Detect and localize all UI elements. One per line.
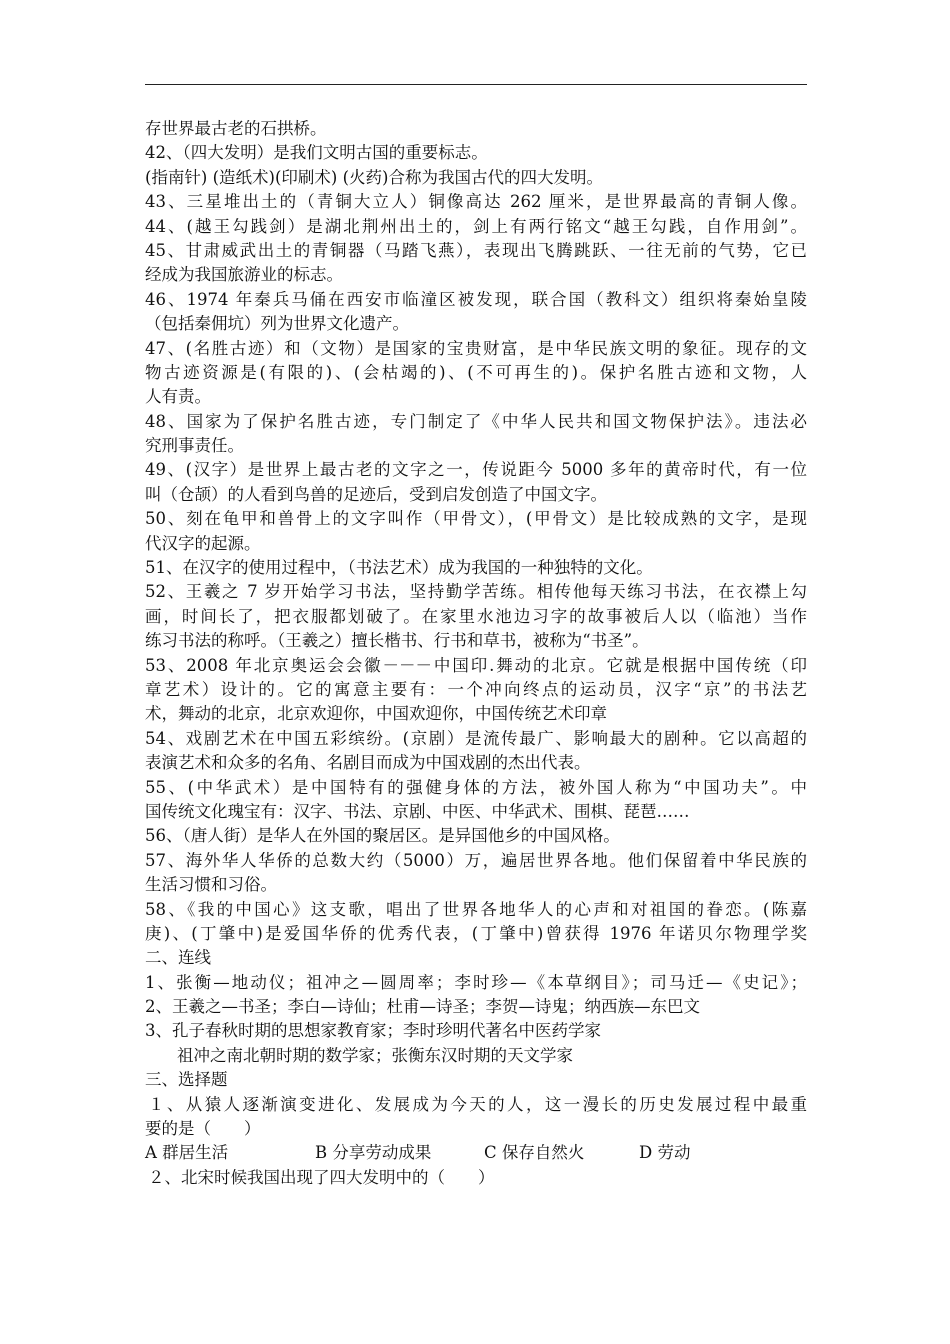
text-line: 祖冲之南北朝时期的数学家；张衡东汉时期的天文学家 <box>177 1045 573 1065</box>
text-line: 要的是（ ） <box>145 1119 261 1139</box>
text-line: 57、海外华人华侨的总数大约（5000）万，遍居世界各地。他们保留着中华民族的 <box>145 850 807 870</box>
text-line: （包括秦佣坑）列为世界文化遗产。 <box>145 314 409 334</box>
text-line: 经成为我国旅游业的标志。 <box>145 265 343 285</box>
text-line: 国传统文化瑰宝有：汉字、书法、京剧、中医、中华武术、围棋、琵琶…… <box>145 801 690 821</box>
text-line: 叫（仓颉）的人看到鸟兽的足迹后，受到启发创造了中国文字。 <box>145 484 607 504</box>
text-line: 58、《我的中国心》这支歌，唱出了世界各地华人的心声和对祖国的眷恋。(陈嘉 <box>145 899 807 919</box>
option-c: C 保存自然火 <box>484 1143 585 1163</box>
text-line: 术，舞动的北京，北京欢迎你，中国欢迎你，中国传统艺术印章 <box>145 704 607 724</box>
text-line: 48、国家为了保护名胜古迹，专门制定了《中华人民共和国文物保护法》。违法必 <box>145 411 807 431</box>
text-line: 3、孔子春秋时期的思想家教育家；李时珍明代著名中医药学家 <box>145 1021 601 1041</box>
text-line: 二、连线 <box>145 948 211 968</box>
option-b: B 分享劳动成果 <box>315 1143 432 1163</box>
text-line: 表演艺术和众多的名角、名剧目而成为中国戏剧的杰出代表。 <box>145 753 591 773</box>
text-line: 庚)、(丁肇中)是爱国华侨的优秀代表，(丁肇中)曾获得 1976 年诺贝尔物理学奖 <box>145 923 807 943</box>
text-line: 章艺术）设计的。它的寓意主要有：一个冲向终点的运动员，汉字“京”的书法艺 <box>145 679 807 699</box>
text-line: 53、2008 年北京奥运会会徽－－－中国印.舞动的北京。它就是根据中国传统（印 <box>145 655 807 675</box>
text-line: 2、王羲之—书圣；李白—诗仙；杜甫—诗圣；李贺—诗鬼；纳西族—东巴文 <box>145 997 700 1017</box>
header-rule <box>145 84 807 85</box>
text-line: 存世界最古老的石拱桥。 <box>145 119 327 138</box>
text-line: 练习书法的称呼。（王羲之）擅长楷书、行书和草书，被称为“书圣”。 <box>145 631 649 651</box>
text-line: 56、（唐人街）是华人在外国的聚居区。是异国他乡的中国风格。 <box>145 826 620 846</box>
option-d: D 劳动 <box>639 1143 691 1163</box>
text-line: 代汉字的起源。 <box>145 533 261 553</box>
text-lines <box>145 117 807 1141</box>
text-line: 51、在汉字的使用过程中，（书法艺术）成为我国的一种独特的文化。 <box>145 558 653 578</box>
text-line: 1、张衡—地动仪；祖冲之—圆周率；李时珍—《本草纲目》；司马迁—《史记》； <box>145 972 807 992</box>
text-line: (指南针) (造纸术)(印刷术) (火药)合称为我国古代的四大发明。 <box>145 167 603 187</box>
text-line: 54、戏剧艺术在中国五彩缤纷。(京剧）是流传最广、影响最大的剧种。它以高超的 <box>145 728 807 748</box>
text-line: 55、(中华武术）是中国特有的强健身体的方法，被外国人称为“中国功夫”。中 <box>145 777 807 797</box>
option-a: A 群居生活 <box>145 1143 229 1163</box>
text-line: 43、三星堆出土的（青铜大立人）铜像高达 262 厘米，是世界最高的青铜人像。 <box>145 192 807 212</box>
text-line: 44、(越王勾践剑）是湖北荆州出土的，剑上有两行铭文“越王勾践，自作用剑”。 <box>145 216 807 236</box>
text-line: 45、甘肃威武出土的青铜器（马踏飞燕），表现出飞腾跳跃、一往无前的气势，它已 <box>145 240 807 260</box>
text-line: 三、选择题 <box>145 1070 228 1090</box>
text-line: 52、王羲之 7 岁开始学习书法，坚持勤学苦练。相传他每天练习书法，在衣襟上勾 <box>145 582 807 602</box>
text-line: 物古迹资源是(有限的)、(会枯竭的)、(不可再生的)。保护名胜古迹和文物，人 <box>145 362 807 382</box>
choice-options <box>145 1141 807 1165</box>
text-line: 46、1974 年秦兵马俑在西安市临潼区被发现，联合国（教科文）组织将秦始皇陵 <box>145 289 807 309</box>
text-line: 生活习惯和习俗。 <box>145 875 277 895</box>
text-line: １、从猿人逐渐演变进化、发展成为今天的人，这一漫长的历史发展过程中最重 <box>148 1094 807 1114</box>
text-line: 47、(名胜古迹）和（文物）是国家的宝贵财富，是中华民族文明的象征。现存的文 <box>145 338 807 358</box>
text-line: 49、(汉字）是世界上最古老的文字之一，传说距今 5000 多年的黄帝时代，有一位 <box>145 460 807 480</box>
text-line: 人有责。 <box>145 387 211 407</box>
text-line: 50、刻在龟甲和兽骨上的文字叫作（甲骨文），(甲骨文）是比较成熟的文字，是现 <box>145 509 807 529</box>
text-line: 究刑事责任。 <box>145 436 244 456</box>
document-body <box>145 117 807 1190</box>
text-line: 画，时间长了，把衣服都划破了。在家里水池边习字的故事被后人以（临池）当作 <box>145 606 807 626</box>
question-2: ２、北宋时候我国出现了四大发明中的（ ） <box>148 1167 495 1187</box>
text-line: 42、（四大发明）是我们文明古国的重要标志。 <box>145 143 488 163</box>
